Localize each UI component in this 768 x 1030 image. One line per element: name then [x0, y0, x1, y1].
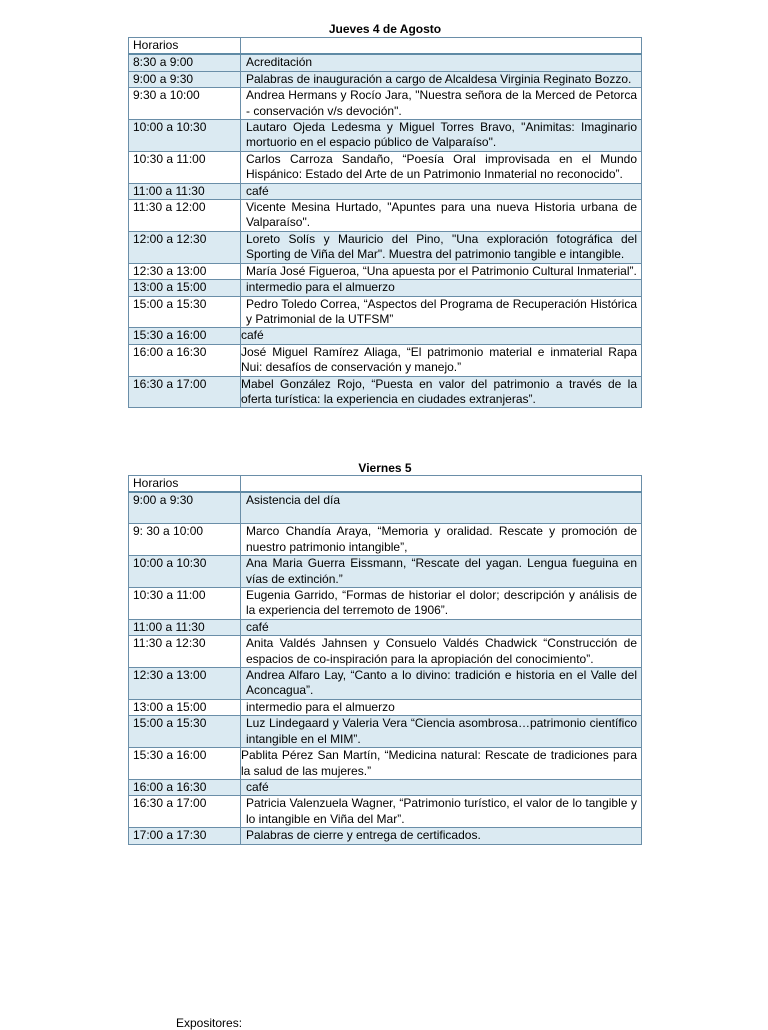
- time-cell: 10:00 a 10:30: [129, 556, 241, 588]
- activity-cell: café: [241, 619, 642, 635]
- time-cell: 16:00 a 16:30: [129, 779, 241, 795]
- time-cell: 15:30 a 16:00: [129, 328, 241, 344]
- activity-cell: Pablita Pérez San Martín, “Medicina natural: Rescate de tradiciones para la salud de las mujeres.”: [241, 748, 642, 780]
- header-horarios: Horarios: [129, 476, 241, 493]
- time-cell: 16:30 a 17:00: [129, 796, 241, 828]
- activity-cell: Mabel González Rojo, “Puesta en valor del patrimonio a través de la oferta turística: la experiencia en ciudades extranjeras”.: [241, 376, 642, 408]
- activity-cell: Palabras de cierre y entrega de certificados.: [241, 828, 642, 844]
- time-cell: 11:30 a 12:30: [129, 636, 241, 668]
- time-cell: 10:00 a 10:30: [129, 120, 241, 152]
- table-row: [129, 716, 642, 748]
- header-blank: [241, 38, 642, 55]
- activity-cell: Andrea Alfaro Lay, “Canto a lo divino: tradición e historia en el Valle del Aconcagua”.: [241, 668, 642, 700]
- activity-cell: Ana Maria Guerra Eissmann, “Rescate del yagan. Lengua fueguina en vías de extinción.”: [241, 556, 642, 588]
- time-cell: 15:30 a 16:00: [129, 748, 241, 780]
- activity-cell: Asistencia del día: [241, 492, 642, 524]
- table-row: [129, 280, 642, 296]
- time-cell: 9:00 a 9:30: [129, 492, 241, 524]
- activity-cell: Andrea Hermans y Rocío Jara, "Nuestra señora de la Merced de Petorca - conservación v/s devoción".: [241, 88, 642, 120]
- time-cell: 12:30 a 13:00: [129, 668, 241, 700]
- table-row: [129, 699, 642, 715]
- table-row: [129, 200, 642, 232]
- time-cell: 12:30 a 13:00: [129, 263, 241, 279]
- day2-title: Viernes 5: [358, 461, 412, 475]
- time-cell: 11:00 a 11:30: [129, 619, 241, 635]
- time-cell: 11:00 a 11:30: [129, 183, 241, 199]
- table-row: [129, 344, 642, 376]
- time-cell: 15:00 a 15:30: [129, 716, 241, 748]
- time-cell: 13:00 a 15:00: [129, 699, 241, 715]
- activity-cell: Eugenia Garrido, “Formas de historiar el dolor; descripción y análisis de la experiencia del terremoto de 1906”.: [241, 588, 642, 620]
- activity-cell: café: [241, 779, 642, 795]
- table-row: [129, 120, 642, 152]
- activity-cell: café: [241, 328, 642, 344]
- table-header-row: [129, 476, 642, 493]
- activity-cell: Acreditación: [241, 54, 642, 71]
- table-row: [129, 668, 642, 700]
- table-row: [129, 588, 642, 620]
- activity-cell: Marco Chandía Araya, “Memoria y oralidad. Rescate y promoción de nuestro patrimonio intangible”,: [241, 524, 642, 556]
- table-row: [129, 296, 642, 328]
- time-cell: 13:00 a 15:00: [129, 280, 241, 296]
- time-cell: 9:00 a 9:30: [129, 71, 241, 87]
- activity-cell: Carlos Carroza Sandaño, “Poesía Oral improvisada en el Mundo Hispánico: Estado del Arte de un Patrimonio Inmaterial no reconocido”.: [241, 151, 642, 183]
- activity-cell: café: [241, 183, 642, 199]
- table-row: [129, 619, 642, 635]
- header-blank: [241, 476, 642, 493]
- day1-title: Jueves 4 de Agosto: [328, 22, 442, 36]
- time-cell: 10:30 a 11:00: [129, 151, 241, 183]
- table-row: [129, 796, 642, 828]
- table-row: [129, 828, 642, 844]
- time-cell: 12:00 a 12:30: [129, 231, 241, 263]
- table-row: [129, 636, 642, 668]
- time-cell: 17:00 a 17:30: [129, 828, 241, 844]
- table-row: [129, 151, 642, 183]
- activity-cell: Loreto Solís y Mauricio del Pino, "Una exploración fotográfica del Sporting de Viña del Mar". Muestra del patrimonio tangible e intangible.: [241, 231, 642, 263]
- activity-cell: Lautaro Ojeda Ledesma y Miguel Torres Bravo, "Animitas: Imaginario mortuorio en el espacio público de Valparaíso".: [241, 120, 642, 152]
- table-row: [129, 183, 642, 199]
- time-cell: 9:30 a 10:00: [129, 88, 241, 120]
- activity-cell: Luz Lindegaard y Valeria Vera “Ciencia asombrosa…patrimonio científico intangible en el MIM”.: [241, 716, 642, 748]
- activity-cell: José Miguel Ramírez Aliaga, “El patrimonio material e inmaterial Rapa Nui: desafíos de conservación y manejo.”: [241, 344, 642, 376]
- activity-cell: Anita Valdés Jahnsen y Consuelo Valdés Chadwick “Construcción de espacios de co-inspiración para la apropiación del conocimiento”.: [241, 636, 642, 668]
- table-row: [129, 263, 642, 279]
- table-row: [129, 376, 642, 408]
- table-row: [129, 492, 642, 524]
- table-header-row: [129, 38, 642, 55]
- schedule-table-day1: [128, 37, 642, 408]
- time-cell: 10:30 a 11:00: [129, 588, 241, 620]
- table-row: [129, 71, 642, 87]
- time-cell: 16:00 a 16:30: [129, 344, 241, 376]
- time-cell: 16:30 a 17:00: [129, 376, 241, 408]
- table-row: [129, 524, 642, 556]
- table-row: [129, 231, 642, 263]
- schedule-table-day2: [128, 475, 642, 845]
- activity-cell: intermedio para el almuerzo: [241, 280, 642, 296]
- activity-cell: María José Figueroa, “Una apuesta por el Patrimonio Cultural Inmaterial”.: [241, 263, 642, 279]
- activity-cell: intermedio para el almuerzo: [241, 699, 642, 715]
- time-cell: 8:30 a 9:00: [129, 54, 241, 71]
- activity-cell: Vicente Mesina Hurtado, "Apuntes para una nueva Historia urbana de Valparaíso".: [241, 200, 642, 232]
- table-row: [129, 88, 642, 120]
- time-cell: 9: 30 a 10:00: [129, 524, 241, 556]
- time-cell: 11:30 a 12:00: [129, 200, 241, 232]
- activity-cell: Pedro Toledo Correa, “Aspectos del Programa de Recuperación Histórica y Patrimonial de la UTFSM”: [241, 296, 642, 328]
- table-row: [129, 54, 642, 71]
- table-row: [129, 779, 642, 795]
- activity-cell: Palabras de inauguración a cargo de Alcaldesa Virginia Reginato Bozzo.: [241, 71, 642, 87]
- table-row: [129, 328, 642, 344]
- expositores-heading: Expositores:: [176, 1016, 243, 1030]
- table-row: [129, 748, 642, 780]
- header-horarios: Horarios: [129, 38, 241, 55]
- activity-cell: Patricia Valenzuela Wagner, “Patrimonio turístico, el valor de lo tangible y lo intangible en Viña del Mar”.: [241, 796, 642, 828]
- table-row: [129, 556, 642, 588]
- time-cell: 15:00 a 15:30: [129, 296, 241, 328]
